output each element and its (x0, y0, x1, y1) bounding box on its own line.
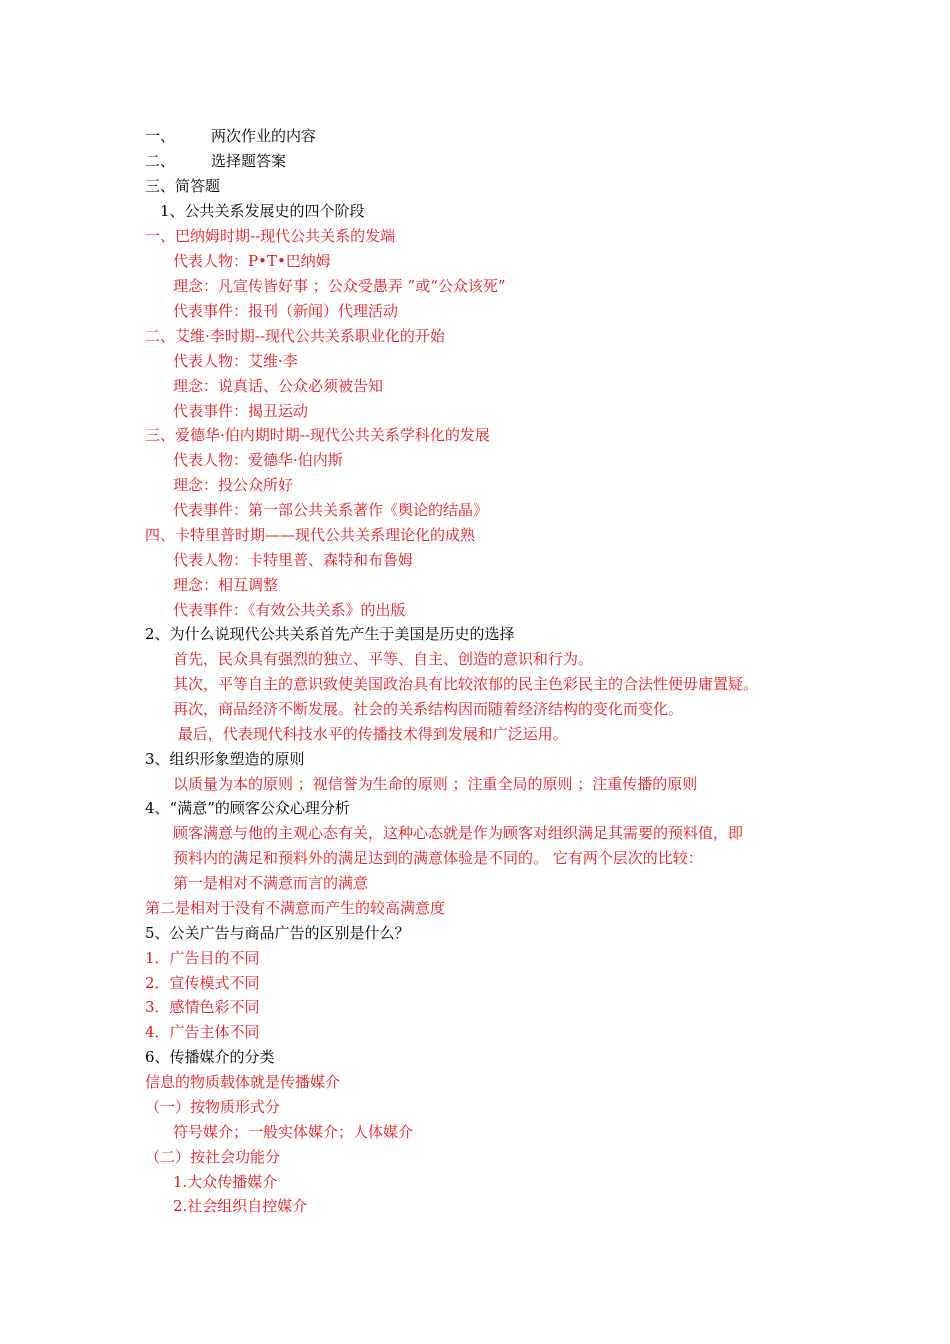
question-4-line-2: 预料内的满足和预料外的满足达到的满意体验是不同的。 它有两个层次的比较： (173, 849, 703, 867)
outline-item-2-text: 选择题答案 (211, 152, 287, 170)
stage-4-person: 代表人物：卡特里普、森特和布鲁姆 (173, 551, 414, 569)
stage-3-idea: 理念：投公众所好 (173, 476, 294, 494)
question-4-line-3: 第一是相对不满意而言的满意 (173, 874, 369, 892)
stage-3-person: 代表人物：爱德华·伯内斯 (173, 451, 343, 469)
outline-item-1-number: 一、 (145, 127, 176, 145)
question-5-item-1: 1．广告目的不同 (145, 949, 260, 967)
outline-item-1 (145, 126, 316, 146)
stage-2-idea: 理念：说真话、公众必须被告知 (173, 377, 384, 395)
question-4-line-1: 顾客满意与他的主观心态有关，这种心态就是作为顾客对组织满足其需要的预料值，即 (173, 824, 744, 842)
question-2-point-2: 其次，平等自主的意识致使美国政治具有比较浓郁的民主色彩民主的合法性便毋庸置疑。 (173, 675, 759, 693)
question-2-point-1: 首先，民众具有强烈的独立、平等、自主、创造的意识和行为。 (173, 650, 594, 668)
outline-item-1-text: 两次作业的内容 (211, 127, 317, 145)
question-2-point-4: 最后，代表现代科技水平的传播技术得到发展和广泛运用。 (173, 725, 568, 743)
stage-3-event: 代表事件：第一部公共关系著作《舆论的结晶》 (173, 501, 489, 519)
stage-1-heading: 一、巴纳姆时期--现代公共关系的发端 (145, 227, 396, 245)
outline-item-3: 三、简答题 (145, 177, 221, 195)
question-4-line-4: 第二是相对于没有不满意而产生的较高满意度 (145, 899, 446, 917)
question-6-definition: 信息的物质载体就是传播媒介 (145, 1073, 341, 1091)
outline-item-2 (145, 151, 286, 171)
stage-4-heading: 四、卡特里普时期——现代公共关系理论化的成熟 (145, 526, 476, 544)
question-5-title: 5、公关广告与商品广告的区别是什么？ (145, 924, 410, 942)
question-5-item-2: 2．宣传模式不同 (145, 974, 260, 992)
question-6-subheading-1: （一）按物质形式分 (145, 1098, 281, 1116)
question-6-subheading-2-item-1: 1.大众传播媒介 (173, 1173, 278, 1191)
question-6-subheading-2-item-2: 2.社会组织自控媒介 (173, 1197, 308, 1215)
stage-1-person: 代表人物：P•T•巴纳姆 (173, 252, 331, 270)
question-3-answer: 以质量为本的原则 ；视信誉为生命的原则 ；注重全局的原则 ；注重传播的原则 (173, 775, 698, 793)
question-5-item-3: 3．感情色彩不同 (145, 998, 260, 1016)
stage-1-idea: 理念：凡宣传皆好事 ；公众受愚弄 ”或“公众该死” (173, 277, 506, 295)
question-5-item-4: 4．广告主体不同 (145, 1023, 260, 1041)
question-6-title: 6、传播媒介的分类 (145, 1048, 275, 1066)
stage-4-event: 代表事件：《有效公共关系》的出版 (173, 601, 406, 619)
question-6-subheading-2: （二）按社会功能分 (145, 1148, 281, 1166)
stage-2-person: 代表人物：艾维·李 (173, 352, 298, 370)
question-2-point-3: 再次，商品经济不断发展。社会的关系结构因而随着经济结构的变化而变化。 (173, 700, 684, 718)
stage-2-heading: 二、艾维·李时期--现代公共关系职业化的开始 (145, 327, 445, 345)
question-2-title: 2、为什么说现代公共关系首先产生于美国是历史的选择 (145, 625, 515, 643)
question-3-title: 3、组织形象塑造的原则 (145, 750, 305, 768)
stage-1-event: 代表事件：报刊（新闻）代理活动 (173, 302, 399, 320)
question-6-subheading-1-text: 符号媒介；一般实体媒介；人体媒介 (173, 1123, 414, 1141)
question-1-title: 1、公共关系发展史的四个阶段 (160, 202, 365, 220)
outline-item-2-number: 二、 (145, 152, 176, 170)
stage-4-idea: 理念：相互调整 (173, 576, 279, 594)
stage-2-event: 代表事件：揭丑运动 (173, 402, 309, 420)
stage-3-heading: 三、爱德华·伯内期时期--现代公共关系学科化的发展 (145, 426, 490, 444)
question-4-title: 4、“满意”的顾客公众心理分析 (145, 799, 350, 817)
